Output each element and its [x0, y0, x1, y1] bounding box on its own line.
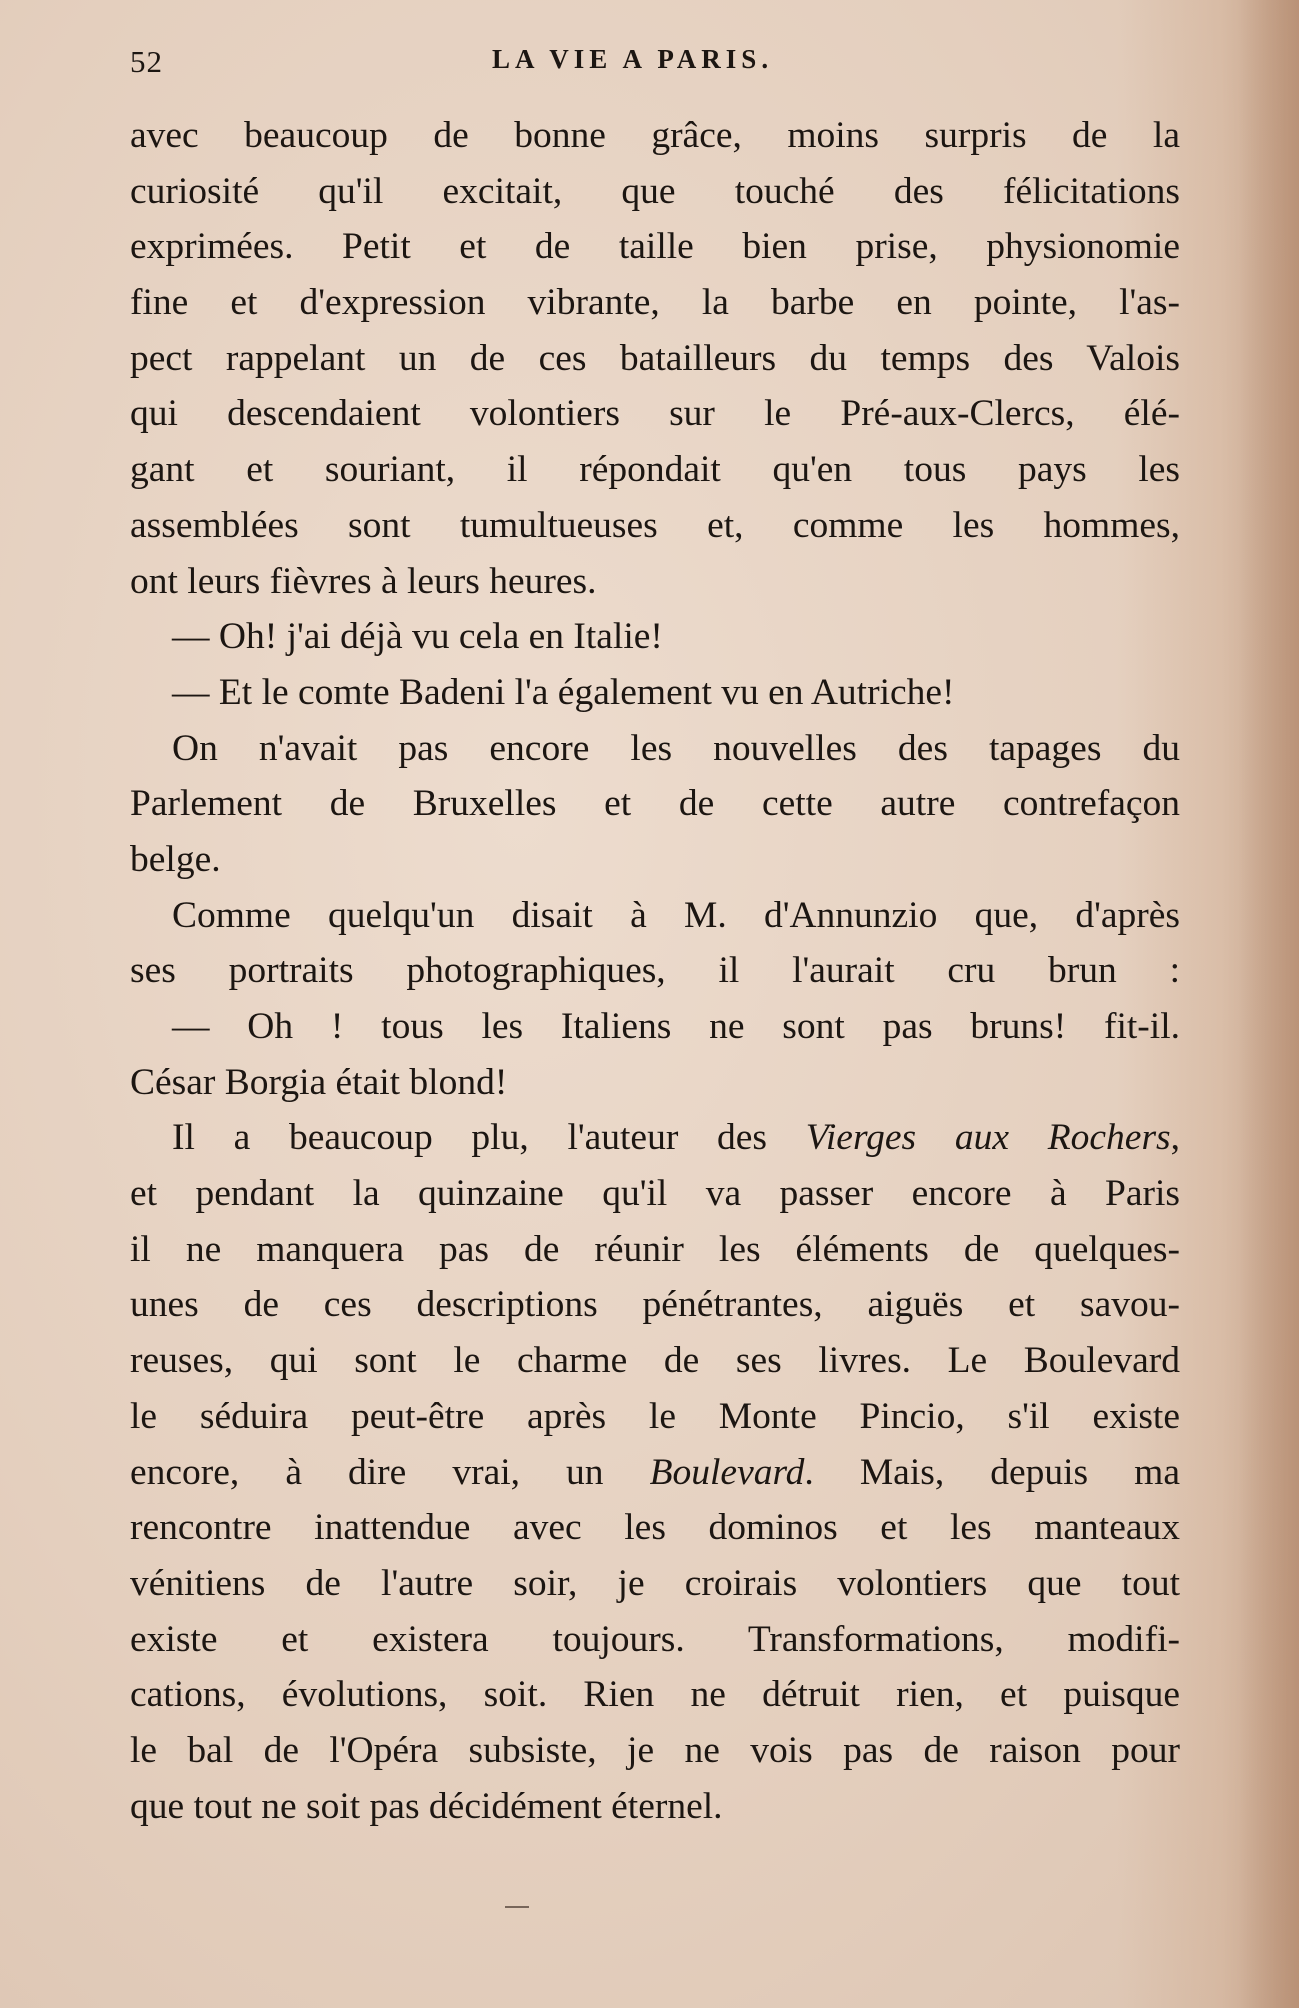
- text-line: qui descendaient volontiers sur le Pré-aux-Clercs, élé-: [130, 393, 1180, 435]
- text-line: fine et d'expression vibrante, la barbe en pointe, l'as-: [130, 282, 1180, 324]
- text-line: existe et existera toujours. Transformations, modifi-: [130, 1618, 1180, 1660]
- italic-word: Boulevard: [649, 1451, 805, 1493]
- text-line: ont leurs fièvres à leurs heures.: [130, 560, 597, 602]
- text-line: Comme quelqu'un disait à M. d'Annunzio que, d'après: [172, 894, 1180, 936]
- footer-dash-mark: [505, 1906, 529, 1908]
- body-text: [130, 108, 1180, 1834]
- running-title: LA VIE A PARIS.: [492, 44, 774, 74]
- dialogue-line: — Oh ! tous les Italiens ne sont pas bruns! fit-il.: [172, 1006, 1180, 1047]
- text-line: Parlement de Bruxelles et de cette autre contrefaçon: [130, 783, 1180, 825]
- text-line: reuses, qui sont le charme de ses livres. Le Boulevard: [130, 1340, 1180, 1382]
- text-line: il ne manquera pas de réunir les éléments de quelques-: [130, 1228, 1180, 1270]
- text-line-with-title: [130, 1110, 1180, 1166]
- text-line: On n'avait pas encore les nouvelles des tapages du: [172, 727, 1180, 769]
- text-line: assemblées sont tumultueuses et, comme les hommes,: [130, 504, 1180, 546]
- text-line: ses portraits photographiques, il l'aurait cru brun :: [130, 950, 1180, 992]
- text-line: curiosité qu'il excitait, que touché des félicitations: [130, 170, 1180, 212]
- text-line: le séduira peut-être après le Monte Pincio, s'il existe: [130, 1395, 1180, 1437]
- text-segment: Il a beaucoup plu, l'auteur des: [172, 1117, 806, 1159]
- text-line: avec beaucoup de bonne grâce, moins surpris de la: [130, 115, 1180, 156]
- text-line: vénitiens de l'autre soir, je croirais volontiers que tout: [130, 1562, 1180, 1604]
- page-edge-shadow: [1239, 0, 1299, 2008]
- text-segment: . Mais, depuis ma: [804, 1451, 1180, 1493]
- text-line: gant et souriant, il répondait qu'en tous pays les: [130, 449, 1180, 491]
- text-line: unes de ces descriptions pénétrantes, aiguës et savou-: [130, 1284, 1180, 1326]
- book-title-italic: Vierges aux Rochers: [805, 1117, 1171, 1159]
- text-segment: ,: [1170, 1117, 1180, 1159]
- text-line: pect rappelant un de ces batailleurs du temps des Valois: [130, 337, 1180, 379]
- text-line: que tout ne soit pas décidément éternel.: [130, 1785, 723, 1827]
- text-line: rencontre inattendue avec les dominos et les manteaux: [130, 1507, 1180, 1549]
- running-header: [130, 44, 1210, 84]
- text-line-with-italic: [130, 1445, 1180, 1501]
- text-line: César Borgia était blond!: [130, 1061, 508, 1103]
- page-number: 52: [130, 44, 163, 79]
- text-line: et pendant la quinzaine qu'il va passer encore à Paris: [130, 1173, 1180, 1215]
- text-line: exprimées. Petit et de taille bien prise, physionomie: [130, 226, 1180, 268]
- text-line: le bal de l'Opéra subsiste, je ne vois pas de raison pour: [130, 1729, 1180, 1771]
- dialogue-line: — Oh! j'ai déjà vu cela en Italie!: [172, 616, 663, 658]
- text-segment: encore, à dire vrai, un: [130, 1451, 650, 1493]
- text-line: belge.: [130, 838, 221, 880]
- dialogue-line: — Et le comte Badeni l'a également vu en Autriche!: [172, 671, 955, 713]
- text-line: cations, évolutions, soit. Rien ne détruit rien, et puisque: [130, 1674, 1180, 1716]
